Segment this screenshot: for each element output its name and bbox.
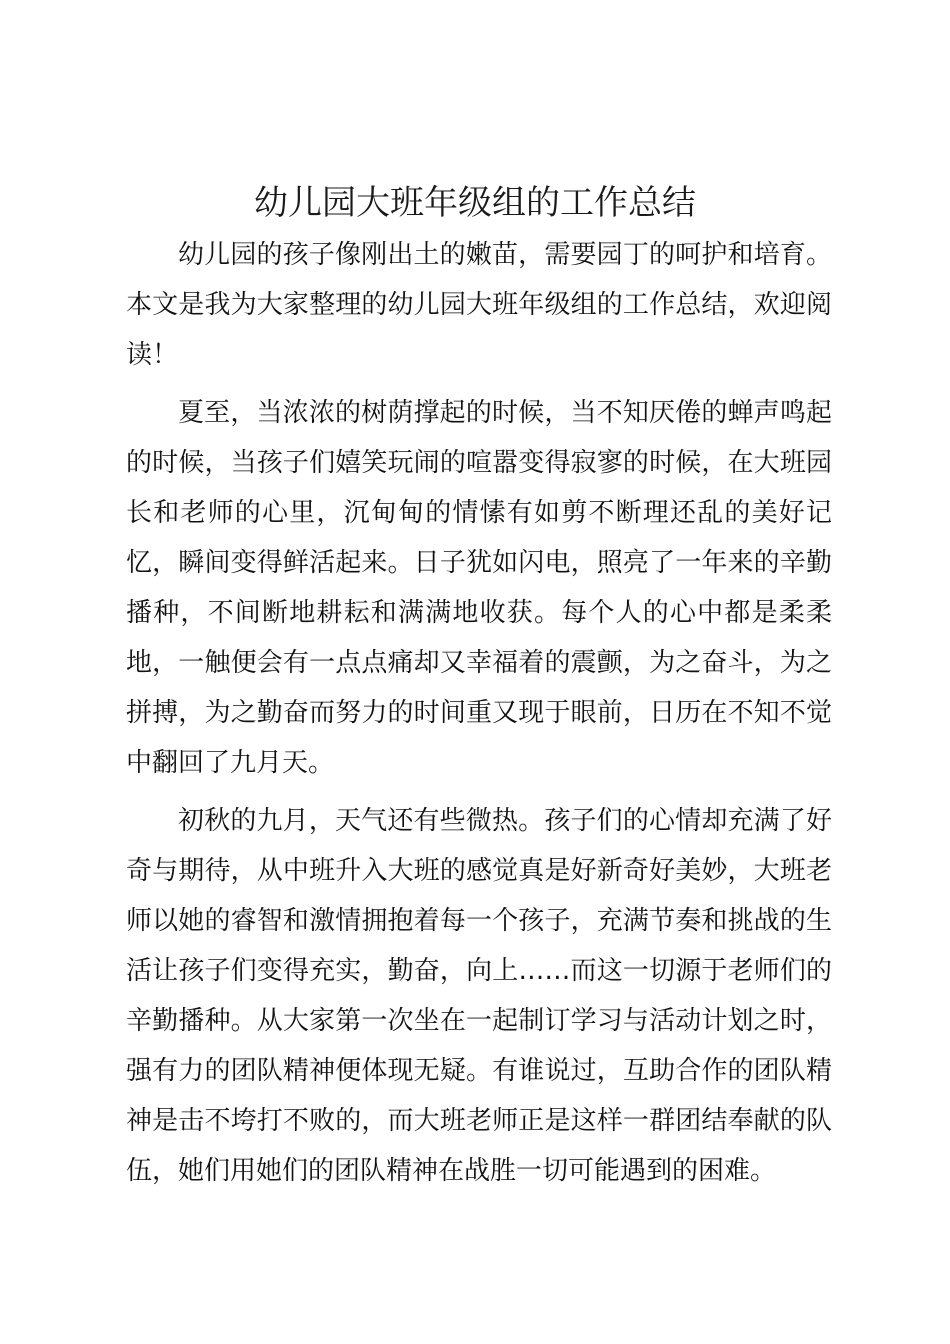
document-title: 幼儿园大班年级组的工作总结 [254, 183, 696, 223]
paragraph-summer: 夏至，当浓浓的树荫撑起的时候，当不知厌倦的蝉声鸣起的时候，当孩子们嬉笑玩闹的喧嚣变得寂寥的时候，在大班园长和老师的心里，沉甸甸的情愫有如剪不断理还乱的美好记忆，瞬间变得鲜活起来。日子犹如闪电，照亮了一年来的辛勤播种，不间断地耕耘和满满地收获。每个人的心中都是柔柔地，一触便会有一点点痛却又幸福着的震颤，为之奋斗，为之拼搏，为之勤奋而努力的时间重又现于眼前，日历在不知不觉中翻回了九月天。 [126, 398, 832, 778]
paragraph-autumn: 初秋的九月，天气还有些微热。孩子们的心情却充满了好奇与期待，从中班升入大班的感觉真是好新奇好美妙，大班老师以她的睿智和激情拥抱着每一个孩子，充满节奏和挑战的生活让孩子们变得充实，勤奋，向上……而这一切源于老师们的辛勤播种。从大家第一次坐在一起制订学习与活动计划之时，强有力的团队精神便体现无疑。有谁说过，互助合作的团队精神是击不垮打不败的，而大班老师正是这样一群团结奉献的队伍，她们用她们的团队精神在战胜一切可能遇到的困难。 [126, 806, 832, 1186]
paragraph-intro: 幼儿园的孩子像刚出土的嫩苗，需要园丁的呵护和培育。本文是我为大家整理的幼儿园大班年级组的工作总结，欢迎阅读！ [126, 240, 832, 370]
document-body [126, 230, 832, 1204]
